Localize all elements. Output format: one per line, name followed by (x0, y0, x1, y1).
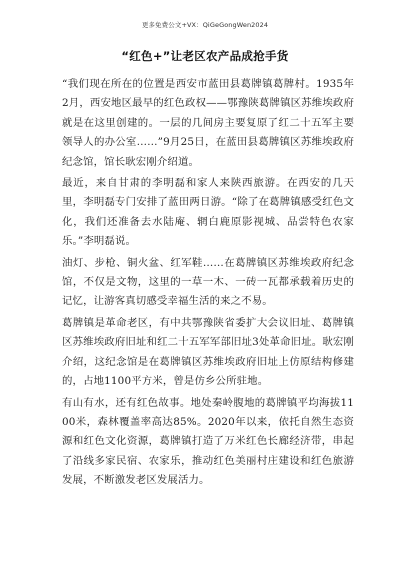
article-body (62, 75, 354, 493)
header-note: 更多免费公文+VX：QiGeGongWen2024 (141, 21, 269, 29)
paragraph-2: 最近，来自甘肃的李明磊和家人来陕西旅游。在西安的几天里，李明磊专门安排了蓝田两日游。“除了在葛牌镇感受红色文化，我们还准备去水陆庵、辋白鹿原影视城、品尝特色农家乐。”李明磊说。 (62, 177, 354, 248)
paragraph-4: 葛牌镇是革命老区，有中共鄂豫陕省委扩大会议旧址、葛牌镇区苏维埃政府旧址和红二十五军军部旧址3处革命旧址。耿宏刚介绍，这纪念馆是在葛牌镇区苏维埃政府旧址上仿原结构修建的，占地1100平方米，曾是仿乡公所驻地。 (62, 316, 354, 388)
paragraph-1: “我们现在所在的位置是西安市蓝田县葛牌镇葛牌村。1935年2月，西安地区最早的红色政权——鄂豫陕葛牌镇区苏维埃政府就是在这里创建的。一层的几间房主要复原了红二十五军主要领导人的办公室……”9月25日，在蓝田县葛牌镇区苏维埃政府纪念馆，馆长耿宏刚介绍道。 (62, 78, 354, 168)
article-title: “红色+”让老区农产品成抢手货 (121, 49, 289, 63)
paragraph-5: 有山有水，还有红色故事。地处秦岭腹地的葛牌镇平均海拔1100米，森林覆盖率高达85%。2020年以来，依托自然生态资源和红色文化资源，葛牌镇打造了万米红色长廊经济带，串起了沿线多家民宿、农家乐，推动红色美丽村庄建设和红色旅游发展，不断激发老区发展活力。 (62, 396, 354, 487)
paragraph-3: 油灯、步枪、铜火盆、红军鞋……在葛牌镇区苏维埃政府纪念馆，不仅是文物，这里的一草一木、一砖一瓦都承载着历史的记忆，让游客真切感受幸福生活的来之不易。 (62, 256, 354, 308)
